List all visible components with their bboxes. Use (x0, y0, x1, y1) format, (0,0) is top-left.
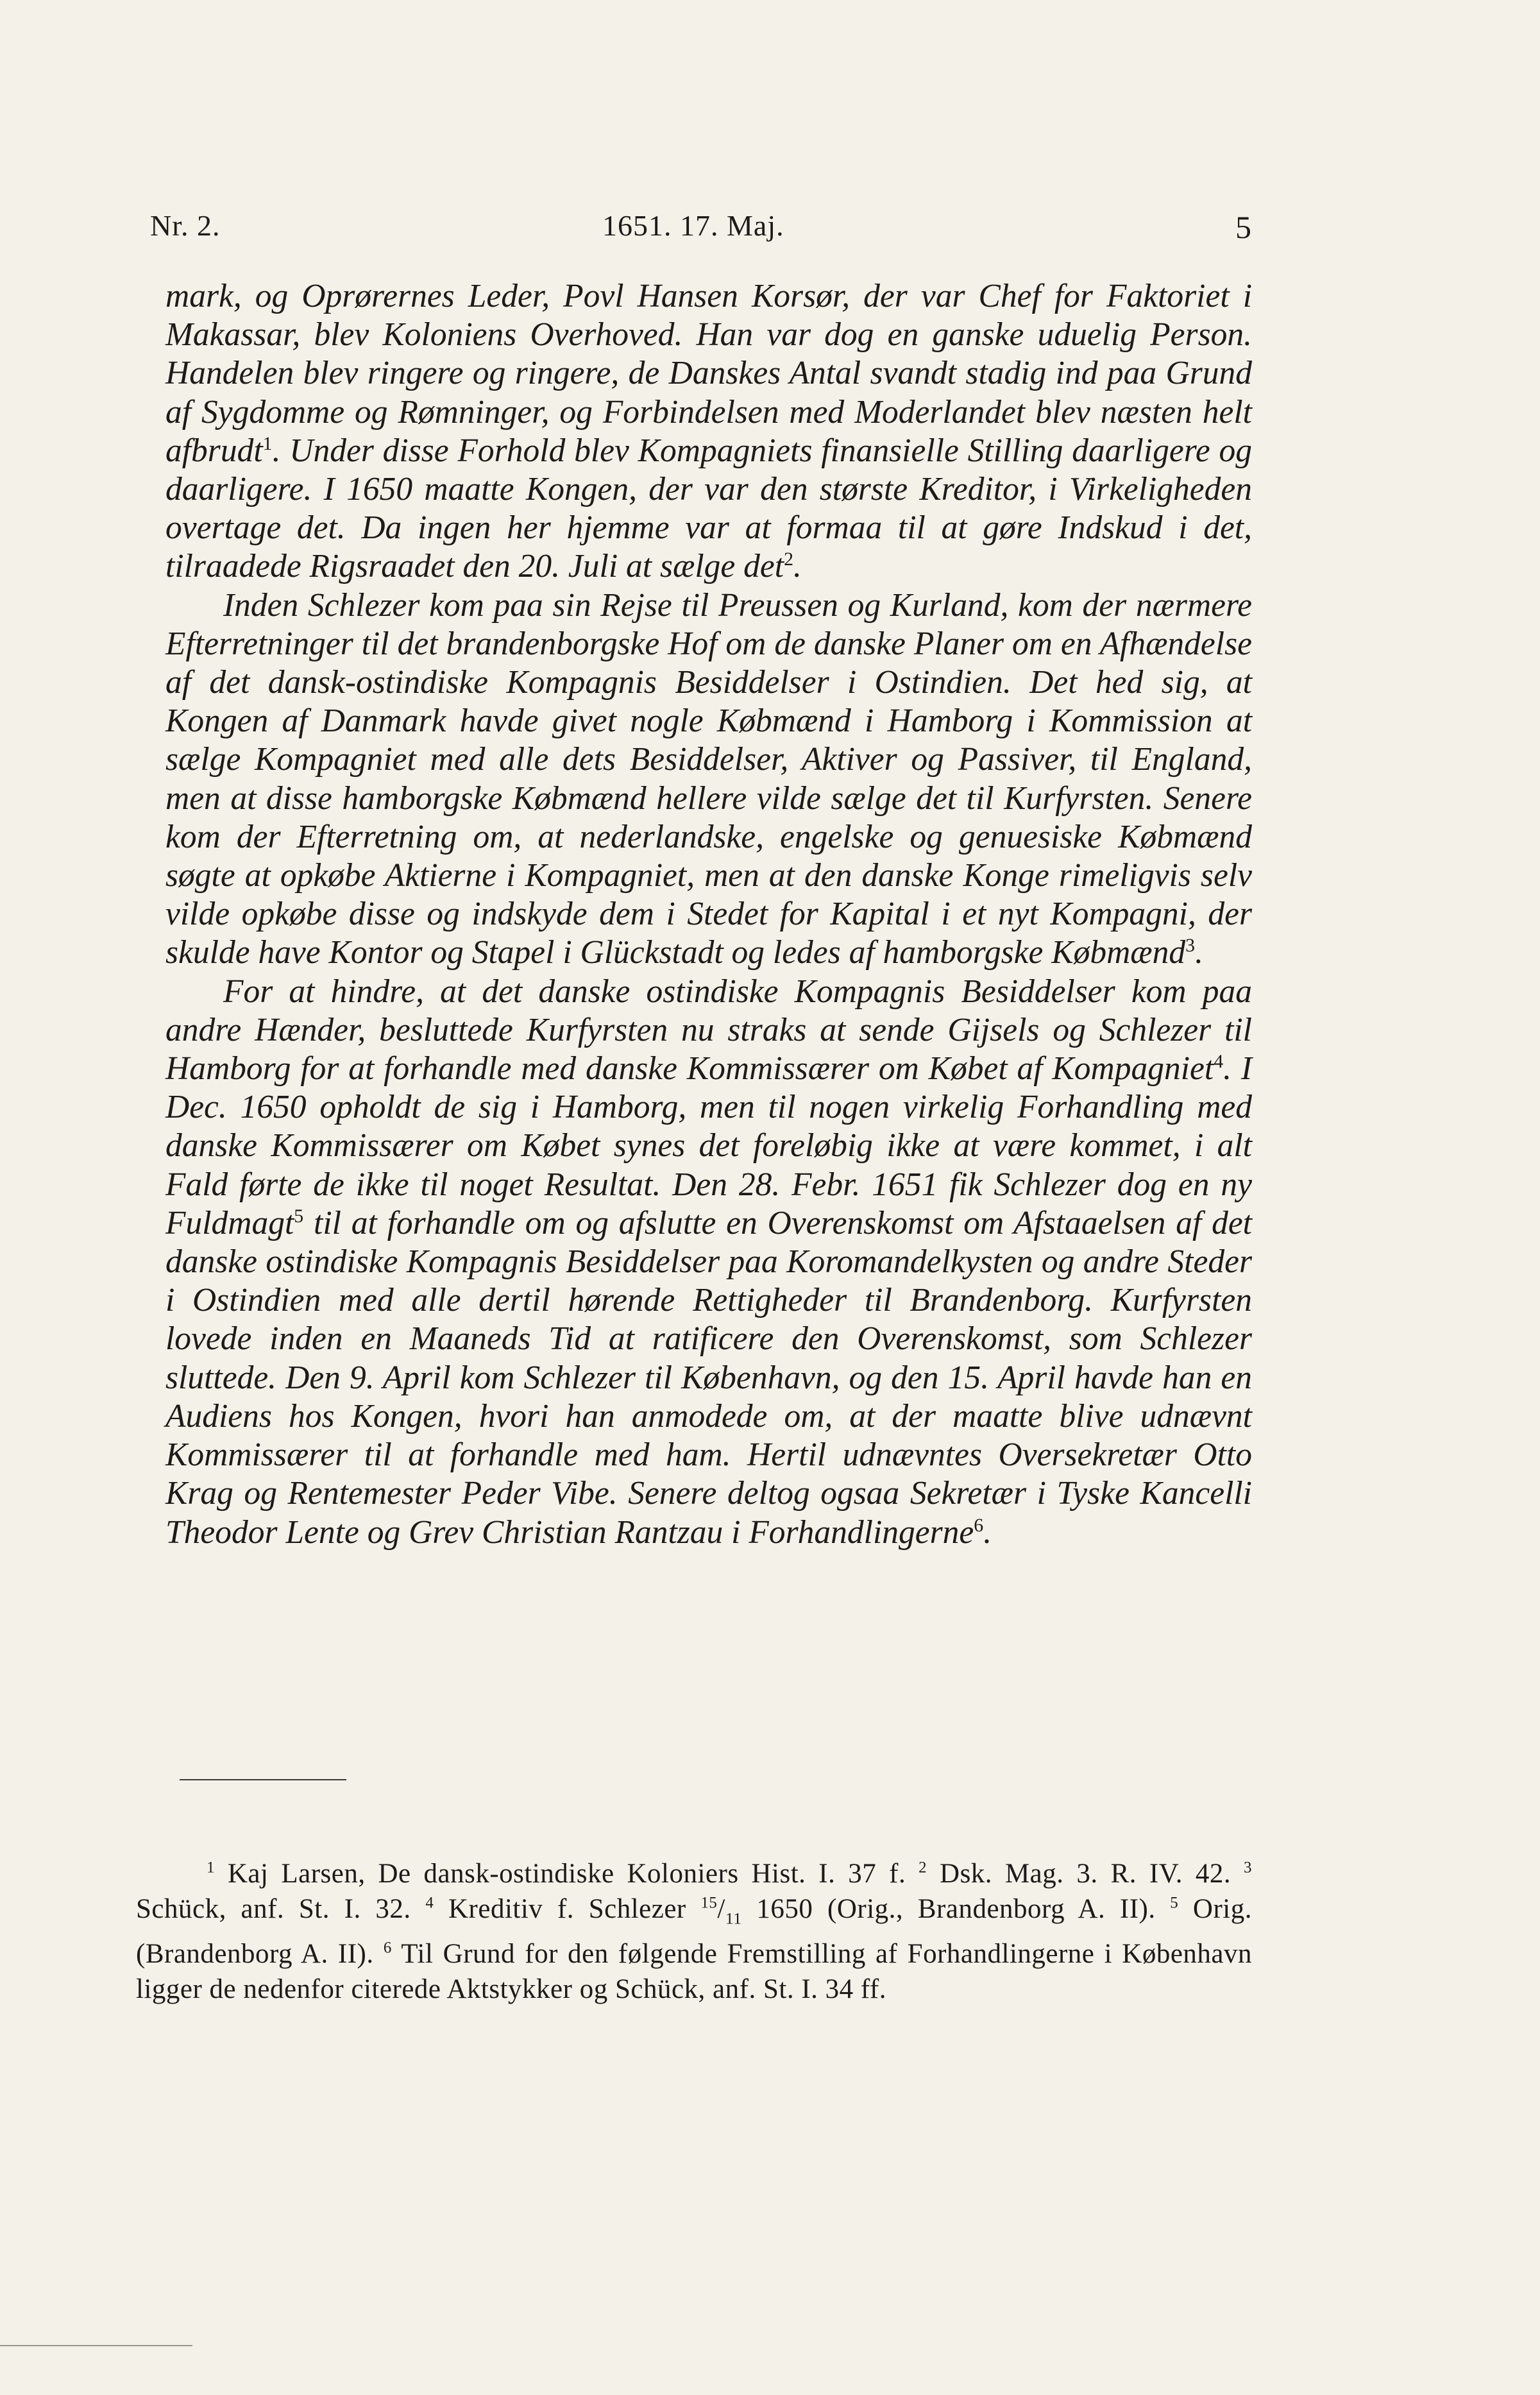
paragraph-1: mark, og Oprørernes Leder, Povl Hansen Korsør, der var Chef for Faktoriet i Makassar, blev Koloniens Overhoved. Han var dog en ganske uduelig Person. Handelen blev ringere og ringere, de Danskes Antal svandt stadig ind paa Grund af Sygdomme og Rømninger, og Forbindelsen med Moderlandet blev næsten helt afbrudt$^1$. Under disse Forhold blev Kompagniets finansielle Stilling daarligere og daarligere. I 1650 maatte Kongen, der var den største Kreditor, i Virkeligheden overtage det. Da ingen her hjemme var at formaa til at gøre Indskud i det, tilraadede Rigsraadet den 20. Juli at sælge $\det^2$. (165, 278, 1252, 585)
footnote-marker-5: 5 (1170, 1894, 1179, 1912)
paragraph-3: For at hindre, at det danske ostindiske Kompagnis Besiddelser kom paa andre Hænder, besluttede Kurfyrsten nu straks at sende Gijsels og Schlezer til Hamborg for at forhandle med danske Kommissærer om Købet af Kompagniet$^4$. I Dec. 1650 opholdt de sig i Hamborg, men til nogen virkelig Forhandling med danske Kommissærer om Købet synes det foreløbig ikke at være kommet, i alt Fald førte de ikke til noget Resultat. Den 28. Febr. 1651 fik Schlezer dog en ny Fuldmagt$^5$ til at forhandle om og afslutte en Overenskomst om Afstaaelsen af det danske ostindiske Kompagnis Besiddelser paa Koromandelkysten og andre Steder i Ostindien med alle dertil hørende Rettigheder til Brandenborg. Kurfyrsten lovede inden en Maaneds Tid at ratificere den Overenskomst, som Schlezer sluttede. Den 9. April kom Schlezer til København, og den 15. April havde han en Audiens hos Kongen, hvori han anmodede om, at der maatte blive udnævnt Kommissærer til at forhandle med ham. Hertil udnævntes Oversekretær Otto Krag og Rentemester Peder Vibe. Senere deltog ogsaa Sekretær i Tyske Kancelli Theodor Lente og Grev Christian Rantzau i Forhandlingerne$^6$. (165, 973, 1252, 1551)
date-slash: / (717, 1894, 725, 1924)
paragraph-2: Inden Schlezer kom paa sin Rejse til Preussen og Kurland, kom der nærmere Efterretninger til det brandenborgske Hof om de danske Planer om en Afhændelse af det dansk-ostindiske Kompagnis Besiddelser i Ostindien. Det hed sig, at Kongen af Danmark havde givet nogle Købmænd i Hamborg i Kommission at sælge Kompagniet med alle dets Besiddelser, Aktiver og Passiver, til England, men at disse hamborgske Købmænd hellere vilde sælge det til Kurfyrsten. Senere kom der Efterretning om, at nederlandske, engelske og genuesiske Købmænd søgte at opkøbe Aktierne i Kompagniet, men at den danske Konge rimeligvis selv vilde opkøbe disse og indskyde dem i Stedet for Kapital i et nyt Kompagni, der skulde have Kontor og Stapel i Glückstadt og ledes af hamborgske Købmænd$^3$. (165, 586, 1252, 971)
footnote-5: Orig. (Brandenborg A. II). (136, 1894, 1252, 1969)
footnote-2: Dsk. Mag. 3. R. IV. 42. (927, 1859, 1244, 1889)
footnote-ref-2: 2 (784, 549, 794, 570)
footnote-marker-3: 3 (1244, 1859, 1253, 1877)
running-head (150, 209, 1252, 247)
footnote-marker-6: 6 (383, 1939, 392, 1957)
date-numerator: 15 (700, 1894, 718, 1912)
date-heading: 1651. 17. Maj. (602, 209, 784, 242)
footnote-block (136, 1856, 1252, 2007)
footnote-separator (180, 1779, 346, 1780)
body-text (165, 277, 1252, 1552)
footnote-ref-6: 6 (974, 1514, 984, 1536)
page-number: 5 (1235, 209, 1252, 245)
issue-number: Nr. 2. (150, 209, 221, 242)
footnote-marker-2: 2 (918, 1859, 927, 1877)
footnote-3: Schück, anf. St. I. 32. (136, 1894, 426, 1924)
footnote-ref-4: 4 (1214, 1050, 1224, 1072)
scan-edge-line (0, 2345, 192, 2346)
footnote-4: Kreditiv f. Schlezer (434, 1894, 701, 1924)
footnote-ref-5: 5 (294, 1205, 304, 1227)
footnote-4-cont: 1650 (Orig., Brandenborg A. II). (741, 1894, 1171, 1924)
footnote-1: Kaj Larsen, De dansk-ostindiske Koloniers Hist. I. 37 f. (214, 1859, 919, 1889)
footnote-ref-3: 3 (1185, 935, 1196, 957)
footnote-marker-4: 4 (425, 1894, 434, 1912)
date-denominator: 11 (725, 1909, 742, 1928)
footnote-6: Til Grund for den følgende Fremstilling af Forhandlingerne i København ligger de nedenfor citerede Aktstykker og Schück, anf. St. I. 34 ff. (136, 1938, 1253, 2004)
footnote-marker-1: 1 (207, 1859, 215, 1877)
footnote-ref-1: 1 (262, 432, 273, 454)
footnotes (136, 1856, 1252, 2007)
